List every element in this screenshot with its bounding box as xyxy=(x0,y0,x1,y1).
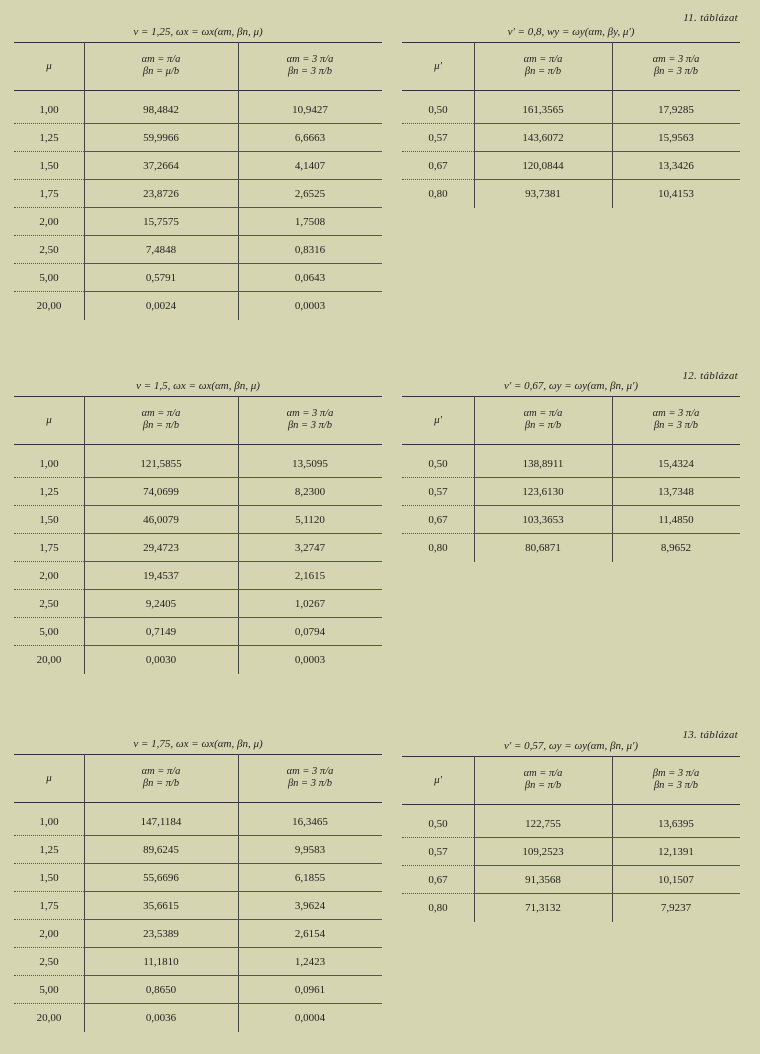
cell-mu: 1,25 xyxy=(39,486,59,498)
cell-value: 138,8911 xyxy=(522,458,564,470)
header-col2 xyxy=(238,402,382,438)
cell-value: 15,4324 xyxy=(658,458,694,470)
header-col1 xyxy=(84,760,238,796)
cell-value: 71,3132 xyxy=(525,902,561,914)
cell-mu: 1,00 xyxy=(39,816,59,828)
cell-value: 0,0024 xyxy=(145,300,177,312)
cell-value: 0,0794 xyxy=(294,626,326,638)
cell-value: 1,7508 xyxy=(294,216,326,228)
header-line: αm = π/a xyxy=(141,408,181,419)
cell-value: 35,6615 xyxy=(143,900,179,912)
cell-mu: 0,67 xyxy=(428,874,448,886)
header-col2 xyxy=(612,48,740,84)
cell-mu: 2,00 xyxy=(39,570,59,582)
header-line: αm = 3 π/a xyxy=(286,54,334,65)
header-col1 xyxy=(474,762,612,798)
header-line: αm = 3 π/a xyxy=(652,408,700,419)
header-line: βm = 3 π/a xyxy=(652,768,700,779)
header-mu: μ' xyxy=(434,60,442,72)
left-table-1 xyxy=(14,380,382,670)
table-header xyxy=(14,402,382,438)
cell-value: 55,6696 xyxy=(143,872,179,884)
cell-value: 29,4723 xyxy=(143,542,179,554)
cell-mu: 1,25 xyxy=(39,844,59,856)
cell-value: 10,9427 xyxy=(292,104,328,116)
cell-value: 23,8726 xyxy=(143,188,179,200)
header-line: αm = π/a xyxy=(141,766,181,777)
table-row xyxy=(14,180,382,208)
header-col1 xyxy=(474,48,612,84)
cell-value: 15,9563 xyxy=(658,132,694,144)
cell-value: 147,1184 xyxy=(140,816,182,828)
table-row xyxy=(14,618,382,646)
cell-value: 98,4842 xyxy=(143,104,179,116)
header-col2 xyxy=(612,762,740,798)
right-table-0 xyxy=(402,26,740,204)
cell-mu: 1,75 xyxy=(39,900,59,912)
table-caption: ν' = 0,8, wy = ωy(αm, βy, μ') xyxy=(507,26,635,38)
cell-value: 122,755 xyxy=(525,818,561,830)
cell-value: 16,3465 xyxy=(292,816,328,828)
header-col1 xyxy=(474,402,612,438)
header-line: βn = 3 π/b xyxy=(653,420,699,431)
header-bottom-rule xyxy=(14,802,382,803)
header-line: βn = π/b xyxy=(524,66,562,77)
cell-value: 8,2300 xyxy=(294,486,326,498)
header-mu: μ xyxy=(46,414,52,426)
header-col2 xyxy=(238,48,382,84)
header-rule xyxy=(14,396,382,397)
cell-value: 80,6871 xyxy=(525,542,561,554)
table-row xyxy=(14,892,382,920)
table-caption: ν = 1,5, ωx = ωx(αm, βn, μ) xyxy=(136,380,260,392)
header-line: βn = 3 π/b xyxy=(653,66,699,77)
cell-mu: 0,50 xyxy=(428,458,448,470)
table-header xyxy=(402,402,740,438)
header-rule xyxy=(14,754,382,755)
header-line: αm = 3 π/a xyxy=(286,408,334,419)
header-mu: μ xyxy=(46,60,52,72)
cell-value: 46,0079 xyxy=(143,514,179,526)
right-table-1 xyxy=(402,380,740,558)
cell-value: 9,2405 xyxy=(145,598,177,610)
cell-value: 0,8316 xyxy=(294,244,326,256)
cell-value: 13,3426 xyxy=(658,160,694,172)
table-row xyxy=(402,124,740,152)
cell-value: 13,6395 xyxy=(658,818,694,830)
cell-mu: 1,50 xyxy=(39,872,59,884)
table-row xyxy=(14,864,382,892)
table-row xyxy=(14,808,382,836)
header-col2 xyxy=(238,760,382,796)
table-row xyxy=(14,976,382,1004)
table-label-12: 12. táblázat xyxy=(682,370,738,382)
cell-value: 19,4537 xyxy=(143,570,179,582)
table-caption: ν' = 0,67, ωy = ωy(αm, βn, μ') xyxy=(503,380,639,392)
right-table-2 xyxy=(402,740,740,918)
cell-value: 0,5791 xyxy=(145,272,177,284)
cell-value: 2,1615 xyxy=(294,570,326,582)
header-rule xyxy=(402,396,740,397)
header-line: αm = π/a xyxy=(523,768,563,779)
cell-mu: 1,25 xyxy=(39,132,59,144)
cell-mu: 1,75 xyxy=(39,188,59,200)
header-line: βn = π/b xyxy=(142,778,180,789)
cell-value: 1,2423 xyxy=(294,956,326,968)
cell-mu: 2,50 xyxy=(39,956,59,968)
table-row xyxy=(402,506,740,534)
cell-value: 123,6130 xyxy=(522,486,564,498)
cell-value: 0,0961 xyxy=(294,984,326,996)
cell-mu: 0,80 xyxy=(428,902,448,914)
header-line: βn = 3 π/b xyxy=(287,420,333,431)
cell-value: 0,8650 xyxy=(145,984,177,996)
cell-value: 121,5855 xyxy=(140,458,182,470)
cell-mu: 0,80 xyxy=(428,542,448,554)
header-mu: μ' xyxy=(434,774,442,786)
table-row xyxy=(402,478,740,506)
table-header xyxy=(14,760,382,796)
cell-value: 0,0003 xyxy=(294,654,326,666)
table-row xyxy=(14,96,382,124)
cell-value: 8,9652 xyxy=(660,542,692,554)
header-rule xyxy=(402,756,740,757)
table-row xyxy=(14,478,382,506)
table-row xyxy=(402,180,740,208)
cell-mu: 0,50 xyxy=(428,104,448,116)
cell-value: 0,7149 xyxy=(145,626,177,638)
cell-value: 2,6525 xyxy=(294,188,326,200)
table-row xyxy=(402,894,740,922)
cell-value: 17,9285 xyxy=(658,104,694,116)
cell-mu: 1,50 xyxy=(39,160,59,172)
header-line: βn = 3 π/b xyxy=(287,66,333,77)
header-mu: μ xyxy=(46,772,52,784)
cell-value: 120,0844 xyxy=(522,160,564,172)
header-line: αm = π/a xyxy=(523,54,563,65)
cell-value: 37,2664 xyxy=(143,160,179,172)
cell-mu: 5,00 xyxy=(39,626,59,638)
cell-value: 93,7381 xyxy=(525,188,561,200)
cell-value: 74,0699 xyxy=(143,486,179,498)
cell-mu: 5,00 xyxy=(39,272,59,284)
cell-value: 59,9966 xyxy=(143,132,179,144)
table-row xyxy=(14,264,382,292)
cell-value: 109,2523 xyxy=(522,846,564,858)
cell-value: 6,1855 xyxy=(294,872,326,884)
table-row xyxy=(402,810,740,838)
header-line: αm = 3 π/a xyxy=(652,54,700,65)
table-row xyxy=(14,836,382,864)
table-row xyxy=(14,534,382,562)
header-rule xyxy=(14,42,382,43)
cell-mu: 20,00 xyxy=(36,654,62,666)
cell-value: 10,4153 xyxy=(658,188,694,200)
table-label-13: 13. táblázat xyxy=(682,729,738,741)
table-row xyxy=(14,920,382,948)
header-rule xyxy=(402,42,740,43)
header-line: βn = μ/b xyxy=(142,66,180,77)
table-row xyxy=(14,506,382,534)
cell-mu: 1,75 xyxy=(39,542,59,554)
table-label-11: 11. táblázat xyxy=(683,12,738,24)
table-caption: ν = 1,75, ωx = ωx(αm, βn, μ) xyxy=(133,738,263,750)
cell-value: 9,9583 xyxy=(294,844,326,856)
header-col1 xyxy=(84,48,238,84)
left-table-0 xyxy=(14,26,382,316)
cell-value: 13,5095 xyxy=(292,458,328,470)
cell-mu: 0,67 xyxy=(428,514,448,526)
cell-value: 11,1810 xyxy=(143,956,179,968)
header-line: βn = π/b xyxy=(142,420,180,431)
cell-mu: 20,00 xyxy=(36,300,62,312)
table-header xyxy=(402,762,740,798)
table-row xyxy=(14,208,382,236)
cell-value: 23,5389 xyxy=(143,928,179,940)
cell-mu: 0,57 xyxy=(428,846,448,858)
cell-value: 0,0030 xyxy=(145,654,177,666)
cell-mu: 1,00 xyxy=(39,104,59,116)
header-bottom-rule xyxy=(402,444,740,445)
header-line: αm = π/a xyxy=(141,54,181,65)
cell-value: 0,0004 xyxy=(294,1012,326,1024)
left-table-2 xyxy=(14,738,382,1028)
header-line: βn = π/b xyxy=(524,780,562,791)
cell-value: 0,0036 xyxy=(145,1012,177,1024)
header-bottom-rule xyxy=(14,444,382,445)
cell-value: 1,0267 xyxy=(294,598,326,610)
table-header xyxy=(14,48,382,84)
cell-mu: 0,50 xyxy=(428,818,448,830)
table-row xyxy=(14,562,382,590)
table-row xyxy=(14,292,382,320)
header-line: βn = 3 π/b xyxy=(287,778,333,789)
table-row xyxy=(402,534,740,562)
cell-mu: 0,57 xyxy=(428,486,448,498)
table-header xyxy=(402,48,740,84)
cell-mu: 1,50 xyxy=(39,514,59,526)
cell-value: 5,1120 xyxy=(295,514,325,526)
cell-value: 7,4848 xyxy=(145,244,177,256)
header-col2 xyxy=(612,402,740,438)
cell-value: 3,2747 xyxy=(294,542,326,554)
cell-value: 91,3568 xyxy=(525,874,561,886)
cell-mu: 2,00 xyxy=(39,216,59,228)
cell-value: 3,9624 xyxy=(294,900,326,912)
cell-mu: 20,00 xyxy=(36,1012,62,1024)
header-line: αm = π/a xyxy=(523,408,563,419)
table-caption: ν' = 0,57, ωy = ωy(αm, βn, μ') xyxy=(503,740,639,752)
header-bottom-rule xyxy=(402,804,740,805)
cell-value: 6,6663 xyxy=(294,132,326,144)
table-row xyxy=(402,450,740,478)
header-line: βn = 3 π/b xyxy=(653,780,699,791)
table-row xyxy=(14,236,382,264)
table-row xyxy=(14,450,382,478)
cell-value: 12,1391 xyxy=(658,846,694,858)
cell-value: 143,6072 xyxy=(522,132,564,144)
header-bottom-rule xyxy=(402,90,740,91)
header-line: βn = π/b xyxy=(524,420,562,431)
table-row xyxy=(14,124,382,152)
table-row xyxy=(402,152,740,180)
cell-mu: 5,00 xyxy=(39,984,59,996)
cell-value: 2,6154 xyxy=(294,928,326,940)
cell-value: 13,7348 xyxy=(658,486,694,498)
cell-mu: 0,57 xyxy=(428,132,448,144)
cell-mu: 2,50 xyxy=(39,244,59,256)
table-row xyxy=(14,646,382,674)
cell-value: 103,3653 xyxy=(522,514,564,526)
cell-mu: 0,67 xyxy=(428,160,448,172)
cell-mu: 2,00 xyxy=(39,928,59,940)
cell-mu: 1,00 xyxy=(39,458,59,470)
cell-value: 0,0643 xyxy=(294,272,326,284)
cell-value: 0,0003 xyxy=(294,300,326,312)
header-mu: μ' xyxy=(434,414,442,426)
table-row xyxy=(402,96,740,124)
table-row xyxy=(14,590,382,618)
header-bottom-rule xyxy=(14,90,382,91)
cell-value: 11,4850 xyxy=(658,514,694,526)
table-row xyxy=(14,948,382,976)
cell-value: 161,3565 xyxy=(522,104,564,116)
table-row xyxy=(14,1004,382,1032)
cell-value: 4,1407 xyxy=(294,160,326,172)
cell-value: 7,9237 xyxy=(660,902,692,914)
header-line: αm = 3 π/a xyxy=(286,766,334,777)
table-row xyxy=(402,866,740,894)
header-col1 xyxy=(84,402,238,438)
cell-value: 10,1507 xyxy=(658,874,694,886)
cell-mu: 0,80 xyxy=(428,188,448,200)
table-caption: ν = 1,25, ωx = ωx(αm, βn, μ) xyxy=(133,26,263,38)
table-row xyxy=(14,152,382,180)
cell-value: 89,6245 xyxy=(143,844,179,856)
table-row xyxy=(402,838,740,866)
cell-mu: 2,50 xyxy=(39,598,59,610)
cell-value: 15,7575 xyxy=(143,216,179,228)
